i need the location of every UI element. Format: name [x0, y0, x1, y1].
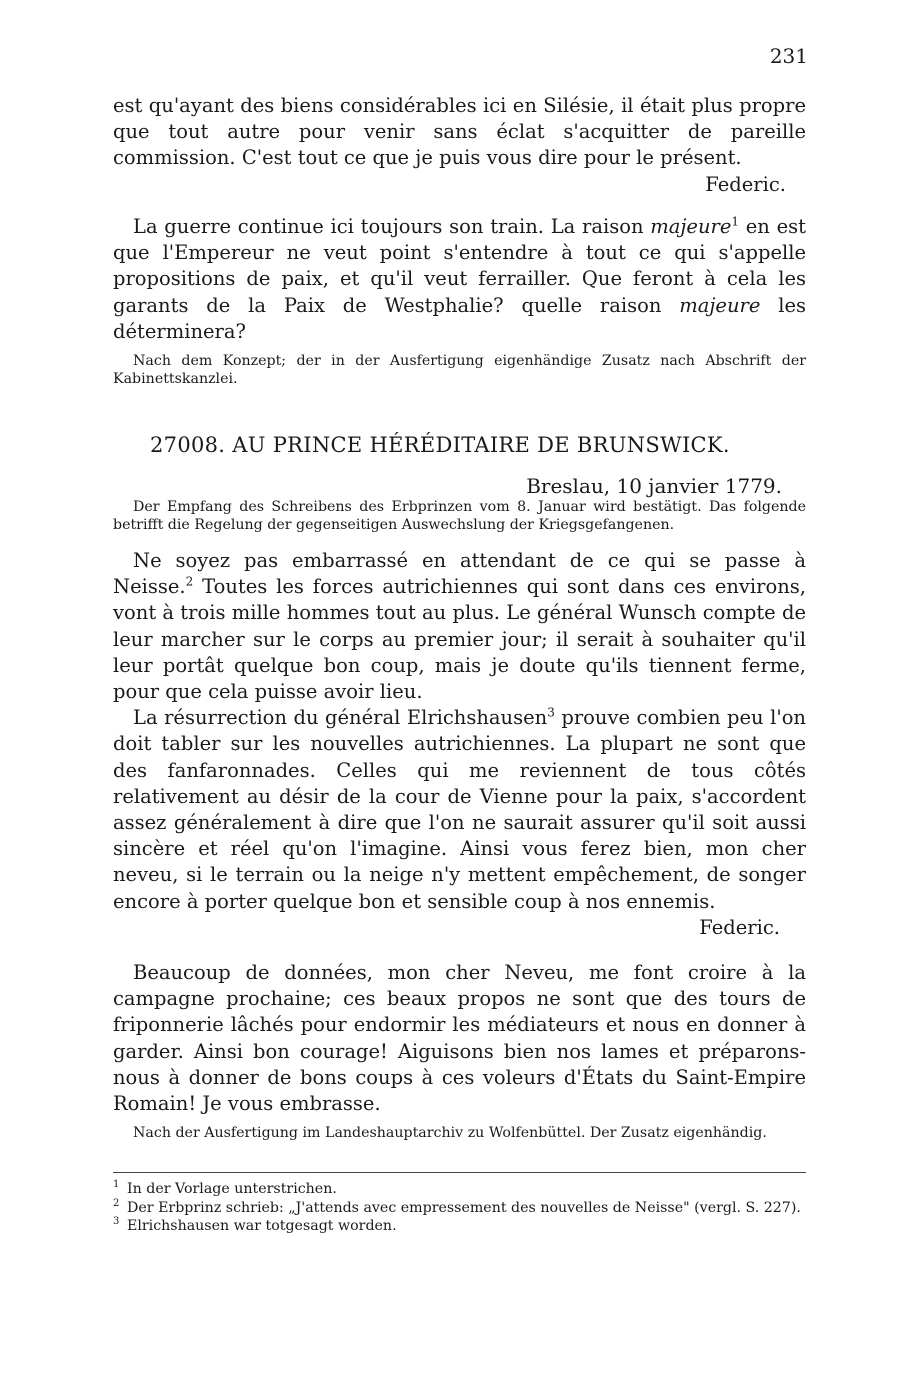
postscript-1-part3: les déterminera?	[113, 293, 806, 343]
page-number: 231	[769, 44, 808, 68]
letter-heading: 27008. AU PRINCE HÉRÉDITAIRE DE BRUNSWICK.	[150, 433, 730, 457]
postscript-1-part2: en est que l'Empereur ne veut point s'entendre à tout ce qui s'appelle propositions de paix, et qu'il veut ferrailler. Que feront à cela les garants de la Paix de Westphalie? quelle raison	[113, 215, 806, 317]
letter-end-text: est qu'ayant des biens considérables ici en Silésie, il était plus propre que tout autre pour venir sans éclat s'acquitter de pareille commission. C'est tout ce que je puis vous dire pour le présent.	[113, 94, 806, 170]
footnote-ref-1: 1	[731, 214, 740, 229]
postscript-2: Beaucoup de données, mon cher Neveu, me font croire à la campagne prochaine; ces beaux propos ne sont que des tours de friponnerie lâchés pour endormir les médiateurs et nous en donner à garder. Ainsi bon courage! Aiguisons bien nos lames et préparons-nous à donner de bons coups à ces voleurs d'États du Saint-Empire Romain! Je vous embrasse.	[113, 961, 806, 1116]
postscript-1-italic1: majeure	[650, 215, 732, 238]
postscript-1-italic2: majeure	[679, 293, 761, 317]
signature-1: Federic.	[705, 172, 786, 196]
paragraph-1: Ne soyez pas embarrassé en attendant de ce qui se passe à Neisse.$^2$ Toutes les forces autrichiennes qui sont dans ces environs, vont à trois mille hommes tout au plus. Le général Wunsch compte de leur marcher sur le corps au premier jour; il serait à souhaiter qu'il leur portât quelque bon coup, mais je doute qu'ils tiennent ferme, pour que cela puisse avoir lieu.	[113, 549, 806, 704]
footnote-ref-2: 2	[185, 574, 194, 589]
signature-2: Federic.	[699, 915, 780, 939]
letter-end-block	[113, 93, 806, 198]
paragraph-2: La résurrection du général Elrichshausen$^3$ prouve combien peu l'on doit tabler sur les nouvelles autrichiennes. La plupart ne sont que des fanfaronnades. Celles qui me reviennent de tous côtés relativement au désir de la cour de Vienne pour la paix, s'accordent assez généralement à dire que l'on ne saurait assurer qu'il soit aussi sincère et réel qu'on l'imagine. Ainsi vous ferez bien, mon cher neveu, si le terrain ou la neige n'y mettent empêchement, de songer encore à porter quelque bon et sensible coup à nos ennemis.	[113, 705, 806, 913]
footnote-divider	[113, 1172, 806, 1173]
footnote-ref-3: 3	[547, 705, 555, 720]
letter-summary: Der Empfang des Schreibens des Erbprinzen vom 8. Januar wird bestätigt. Das folgende betrifft die Regelung der gegenseitigen Auswechslung der Kriegsgefangenen.	[113, 499, 806, 533]
footnote-2: 2 Der Erbprinz schrieb: „J'attends avec empressement des nouvelles de Neisse" (vergl. S. 227).	[113, 1197, 801, 1216]
editorial-note-1: Nach dem Konzept; der in der Ausfertigung eigenhändige Zusatz nach Abschrift der Kabinettskanzlei.	[113, 353, 806, 387]
dateline: Breslau, 10 janvier 1779.	[526, 474, 782, 498]
footnote-3: 3 Elrichshausen war totgesagt worden.	[113, 1216, 397, 1234]
footnote-1: 1 In der Vorlage unterstrichen.	[113, 1179, 337, 1197]
postscript-1-part1: La guerre continue ici toujours son train. La raison	[133, 215, 651, 238]
editorial-note-2: Nach der Ausfertigung im Landeshauptarchiv zu Wolfenbüttel. Der Zusatz eigenhändig.	[133, 1125, 767, 1141]
footnotes	[113, 1180, 806, 1236]
letter-body	[113, 548, 806, 941]
postscript-1	[113, 214, 806, 345]
